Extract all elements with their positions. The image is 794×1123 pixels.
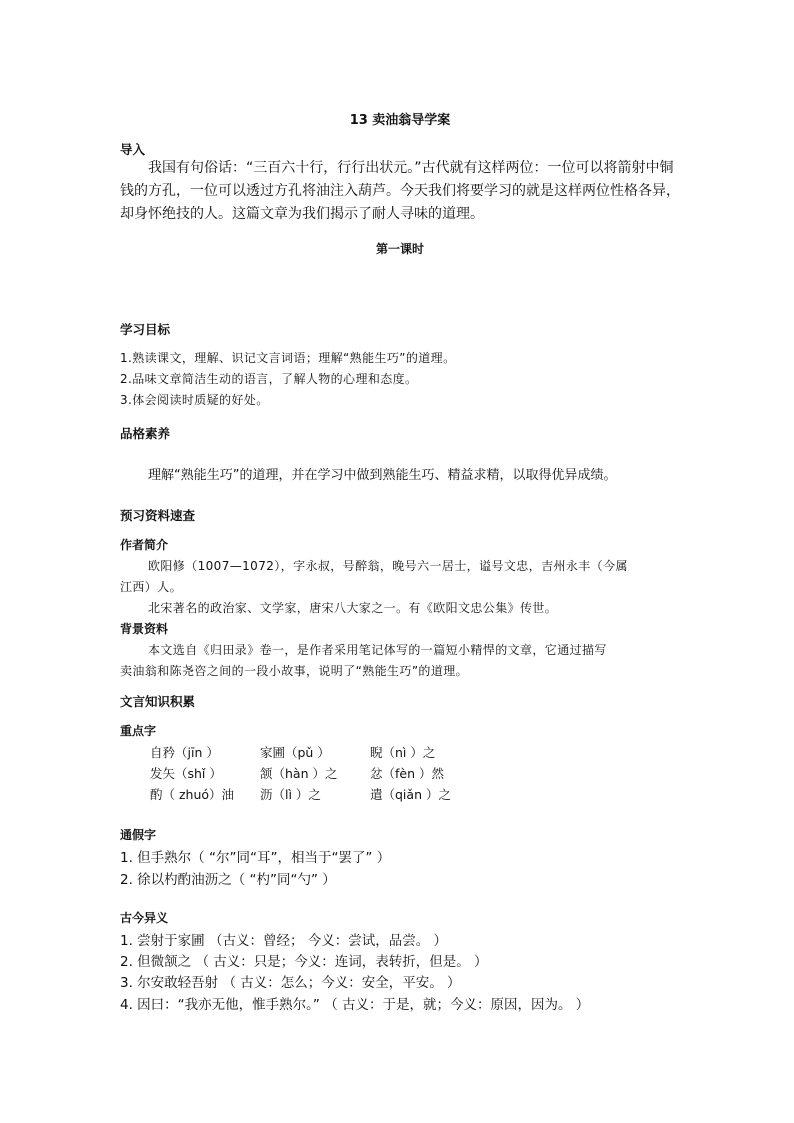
page-title: 13 卖油翁导学案: [349, 113, 451, 128]
gujin-heading: 古今异义: [120, 911, 169, 925]
author-line-3: 北宋著名的政治家、文学家，唐宋八大家之一。有《欧阳文忠公集》传世。: [148, 601, 558, 615]
key-word: 酌（ zhuó）油: [150, 787, 235, 802]
key-word: 遣（qiǎn ）之: [370, 787, 451, 802]
goal-item-1: 1.熟读课文，理解、识记文言词语；理解“熟能生巧”的道理。: [120, 351, 456, 365]
key-word: 沥（lì ）之: [260, 787, 321, 802]
gujin-item-3: 3. 尔安敢轻吾射 （ 古义：怎么；今义：安全，平安。 ）: [120, 975, 461, 991]
gujin-item-2: 2. 但微颔之 （ 古义：只是；今义：连词，表转折，但是。 ）: [120, 954, 488, 970]
background-line-1: 本文选自《归田录》卷一，是作者采用笔记体写的一篇短小精悍的文章，它通过描写: [148, 643, 607, 657]
tongjia-heading: 通假字: [120, 828, 157, 842]
key-word: 睨（nì ）之: [370, 745, 436, 760]
character-paragraph: 理解“熟能生巧”的道理，并在学习中做到熟能生巧、精益求精，以取得优异成绩。: [148, 468, 617, 483]
key-word: 发矢（shǐ ）: [150, 766, 222, 781]
author-line-1: 欧阳修（1007—1072），字永叔，号醉翁，晚号六一居士，谥号文忠，吉州永丰（今属: [148, 559, 628, 573]
gujin-item-4: 4. 因曰：“我亦无他，惟手熟尔。” （ 古义：于是，就；今义：原因，因为。 ）: [120, 997, 590, 1013]
goal-item-2: 2.品味文章简洁生动的语言，了解人物的心理和态度。: [120, 372, 418, 386]
knowledge-heading: 文言知识积累: [120, 694, 196, 709]
author-heading: 作者简介: [120, 538, 169, 552]
key-word: 忿（fèn ）然: [370, 766, 444, 781]
background-heading: 背景资料: [120, 622, 169, 636]
key-word: 家圃（pǔ ）: [260, 745, 330, 760]
character-heading: 品格素养: [120, 426, 171, 441]
tongjia-item-2: 2. 徐以杓酌油沥之（ “杓”同“勺” ）: [120, 872, 336, 888]
gujin-item-1: 1. 尝射于家圃 （古义：曾经； 今义：尝试，品尝。 ）: [120, 933, 448, 949]
tongjia-item-1: 1. 但手熟尔（ “尔”同“耳”，相当于“罢了” ）: [120, 850, 391, 866]
key-word: 颔（hàn ）之: [260, 766, 338, 781]
goals-heading: 学习目标: [120, 322, 171, 337]
intro-paragraph: 我国有句俗话：“三百六十行，行行出状元。”古代就有这样两位：一位可以将箭射中铜钱的方孔，一位可以透过方孔将油注入葫芦。今天我们将要学习的就是这样两位性格各异，却身怀绝技的人。这篇文章为我们揭示了耐人寻味的道理。: [120, 160, 680, 222]
author-line-2: 江西）人。: [120, 580, 183, 594]
intro-heading: 导入: [120, 142, 146, 157]
background-line-2: 卖油翁和陈尧咨之间的一段小故事，说明了“熟能生巧”的道理。: [120, 664, 469, 678]
key-words-heading: 重点字: [120, 724, 157, 738]
lesson-title: 第一课时: [375, 242, 424, 256]
goal-item-3: 3.体会阅读时质疑的好处。: [120, 393, 269, 407]
preview-heading: 预习资料速查: [120, 508, 196, 523]
key-word: 自矜（jīn ）: [150, 745, 219, 760]
